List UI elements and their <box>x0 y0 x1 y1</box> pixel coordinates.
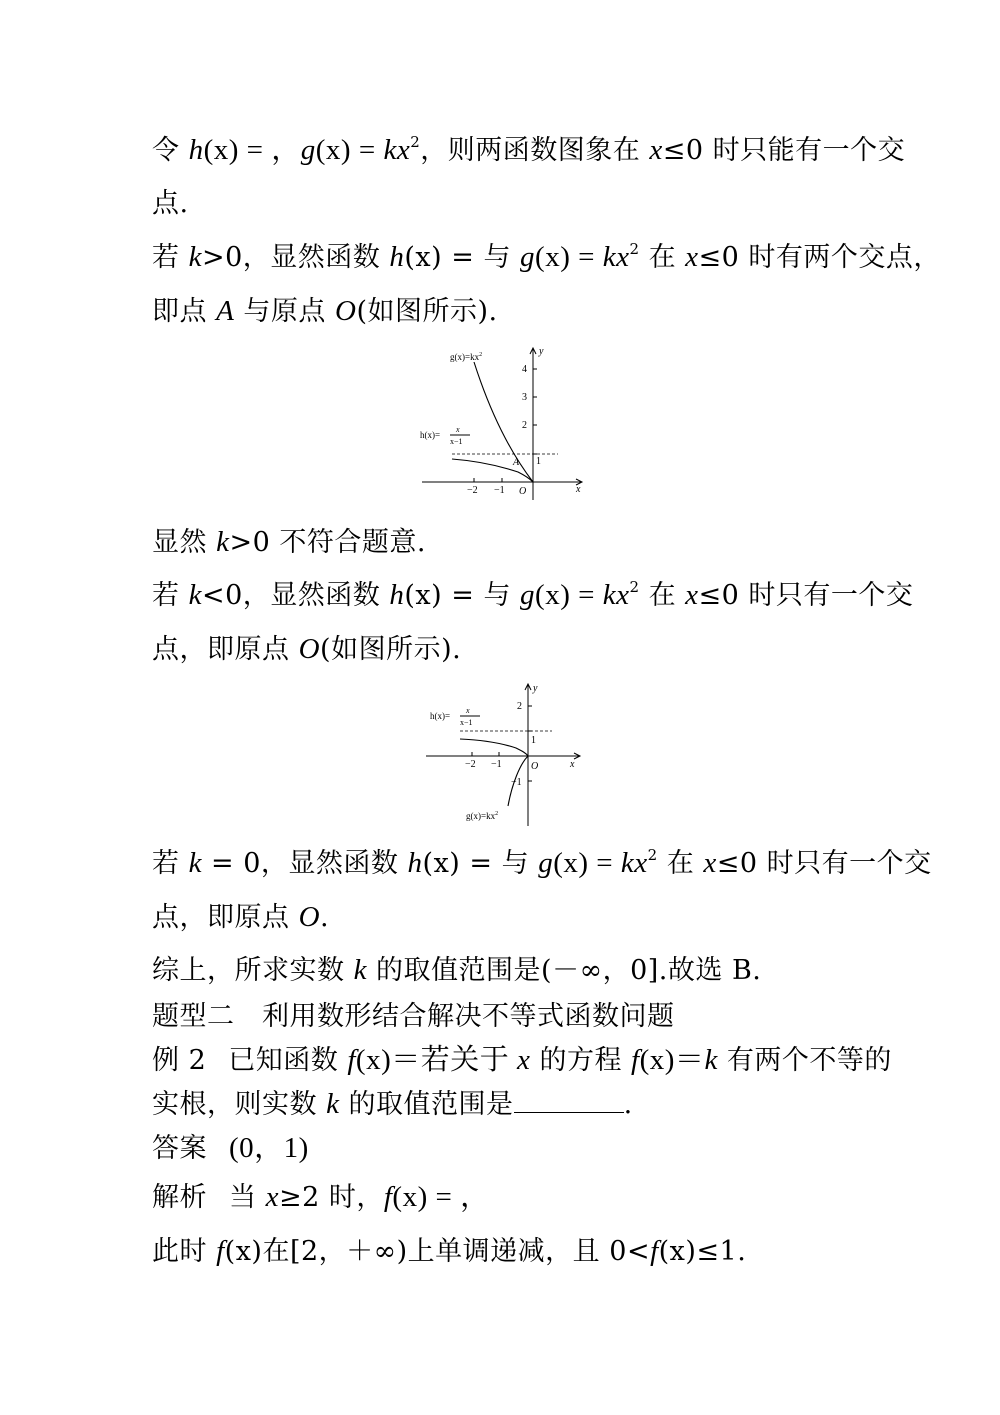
section-heading: 题型二 利用数形结合解决不等式函数问题 <box>152 1001 675 1032</box>
ytick-1: 1 <box>536 456 541 467</box>
analysis-line1: 解析 当 x≥2 时，f(x) = ， <box>152 1181 490 1213</box>
x-axis-label: x <box>570 759 575 770</box>
h-label: h(x)= <box>420 430 441 440</box>
p1-line2: 点. <box>152 188 189 219</box>
h-denominator: x−1 <box>450 437 463 446</box>
p5-line2: 点，即原点 O. <box>152 901 330 933</box>
ytick-1: 1 <box>531 735 536 746</box>
h-curve <box>460 739 528 756</box>
figure-1 <box>418 340 588 505</box>
y-axis-label: y <box>533 683 538 694</box>
p3-line1: 显然 k>0 不符合题意. <box>152 526 426 558</box>
analysis-line2: 此时 f(x)在[2，＋∞)上单调递减，且 0<f(x)≤1. <box>152 1235 747 1267</box>
g-label: $g(x)=kx^2$ <box>450 352 483 362</box>
p2-line1: 若 k>0，显然函数 h(x) = 与 $g(x) = kx^2$ 在 x≤0 时有两个交点， <box>152 240 941 273</box>
p4-line1: 若 k<0，显然函数 h(x) = 与 $g(x) = kx^2$ 在 x≤0 时只有一个交 <box>152 578 914 611</box>
p1-line1: 令 h(x) = ，$g(x) = kx^2$，则两函数图象在 x≤0 时只能有一个交 <box>152 133 906 166</box>
figure-2 <box>422 678 587 830</box>
origin-label: O <box>519 486 527 497</box>
origin-label: O <box>531 761 539 772</box>
h-curve <box>452 459 533 482</box>
p4-line2: 点，即原点 O(如图所示). <box>152 633 462 665</box>
ytick-2: 2 <box>517 701 522 712</box>
xtick-minus1: −1 <box>491 759 502 770</box>
p2-line2: 即点 A 与原点 O(如图所示). <box>152 295 498 327</box>
ytick-3: 3 <box>522 392 527 403</box>
x-axis-label: x <box>576 484 581 495</box>
point-a-label: A <box>513 457 520 468</box>
analysis-label: 解析 <box>152 1182 207 1213</box>
h-denominator: x−1 <box>460 718 473 727</box>
answer-value: (0，1) <box>229 1132 309 1164</box>
g-label: $g(x)=kx^2$ <box>466 811 499 821</box>
ytick-4: 4 <box>522 364 527 375</box>
ytick-minus1: −1 <box>511 777 522 788</box>
p6-line1: 综上，所求实数 k 的取值范围是(－∞，0].故选 B. <box>152 954 762 986</box>
example-line1: 例 2 已知函数 f(x)＝若关于 x 的方程 f(x)＝k 有两个不等的 <box>152 1044 892 1076</box>
xtick-minus2: −2 <box>465 759 476 770</box>
y-axis-label: y <box>539 346 544 357</box>
ytick-2: 2 <box>522 420 527 431</box>
xtick-minus2: −2 <box>467 485 478 496</box>
answer-label: 答案 <box>152 1133 207 1164</box>
answer-line <box>152 1131 309 1166</box>
h-label: h(x)= <box>430 711 451 721</box>
example-label: 例 2 <box>152 1045 207 1076</box>
xtick-minus1: −1 <box>494 485 505 496</box>
h-numerator: x <box>466 706 470 715</box>
p5-line1: 若 k = 0，显然函数 h(x) = 与 $g(x) = kx^2$ 在 x≤0 时只有一个交 <box>152 846 932 879</box>
answer-blank <box>514 1088 624 1113</box>
example-line2: 实根，则实数 k 的取值范围是 . <box>152 1088 633 1120</box>
h-numerator: x <box>456 425 460 434</box>
